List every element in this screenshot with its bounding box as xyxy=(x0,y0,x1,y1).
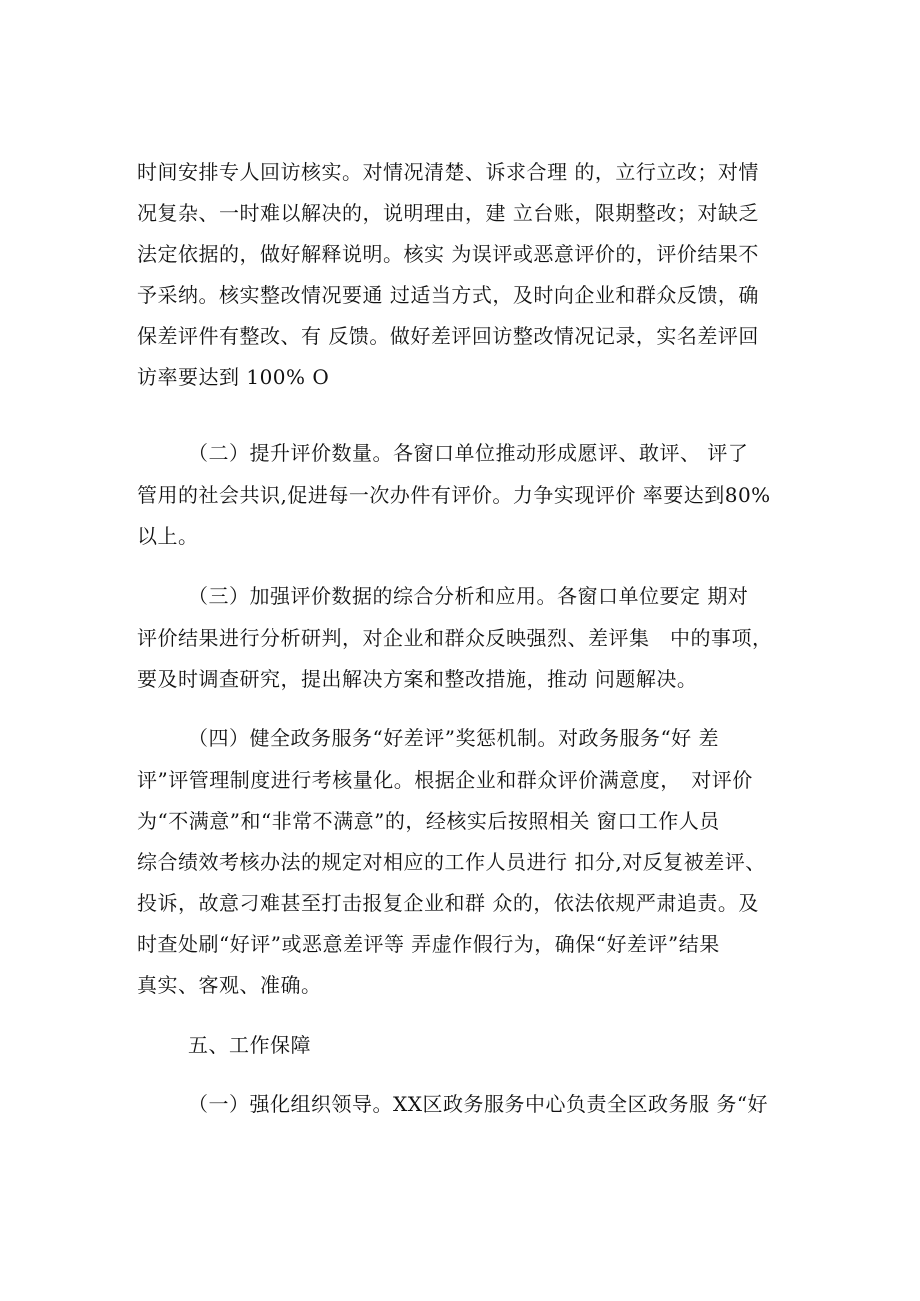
paragraph-4-line-5: 投诉，故意刁难甚至打击报复企业和群 众的，依法依规严肃追责。及 xyxy=(137,891,759,915)
paragraph-3-line-3: 要及时调查研究，提出解决方案和整改措施，推动 问题解决。 xyxy=(137,667,698,691)
paragraph-1-line-4: 予采纳。核实整改情况要通 过适当方式，及时向企业和群众反馈，确 xyxy=(137,283,759,307)
paragraph-1-line-2: 况复杂、一时难以解决的，说明理由，建 立台账，限期整改；对缺乏 xyxy=(137,201,759,225)
paragraph-4-line-2: 评”评管理制度进行考核量化。根据企业和群众评价满意度， 对评价 xyxy=(137,768,753,792)
paragraph-2-line-1: （二）提升评价数量。各窗口单位推动形成愿评、敢评、 评了 xyxy=(188,441,749,465)
paragraph-1-line-1: 时间安排专人回访核实。对情况清楚、诉求合理 的，立行立改；对情 xyxy=(137,160,759,184)
paragraph-1-line-3: 法定依据的，做好解释说明。核实 为误评或恶意评价的，评价结果不 xyxy=(137,242,759,266)
paragraph-3-line-1: （三）加强评价数据的综合分析和应用。各窗口单位要定 期对 xyxy=(188,584,749,608)
paragraph-4-line-6: 时查处刷“好评”或恶意差评等 弄虚作假行为，确保“好差评”结果 xyxy=(137,932,720,956)
paragraph-3-line-2: 评价结果进行分析研判，对企业和群众反映强烈、差评集 中的事项， xyxy=(137,626,773,650)
paragraph-4-line-1: （四）健全政务服务“好差评”奖惩机制。对政务服务“好 差 xyxy=(188,726,720,750)
paragraph-2-line-3: 以上。 xyxy=(137,524,199,548)
paragraph-2-line-2: 管用的社会共识,促进每一次办件有评价。力争实现评价 率要达到80% xyxy=(137,483,771,507)
paragraph-1-line-6: 访率要达到 100% O xyxy=(137,365,330,389)
section-heading-5: 五、工作保障 xyxy=(188,1033,311,1057)
paragraph-5-line-1: （一）强化组织领导。XX区政务服务中心负责全区政务服 务“好 xyxy=(188,1092,769,1116)
paragraph-4-line-3: 为“不满意”和“非常不满意”的，经核实后按照相关 窗口工作人员 xyxy=(137,809,720,833)
paragraph-1-line-5: 保差评件有整改、有 反馈。做好差评回访整改情况记录，实名差评回 xyxy=(137,324,759,348)
paragraph-4-line-7: 真实、客观、准确。 xyxy=(137,973,322,997)
paragraph-4-line-4: 综合绩效考核办法的规定对相应的工作人员进行 扣分,对反复被差评、 xyxy=(137,850,766,874)
